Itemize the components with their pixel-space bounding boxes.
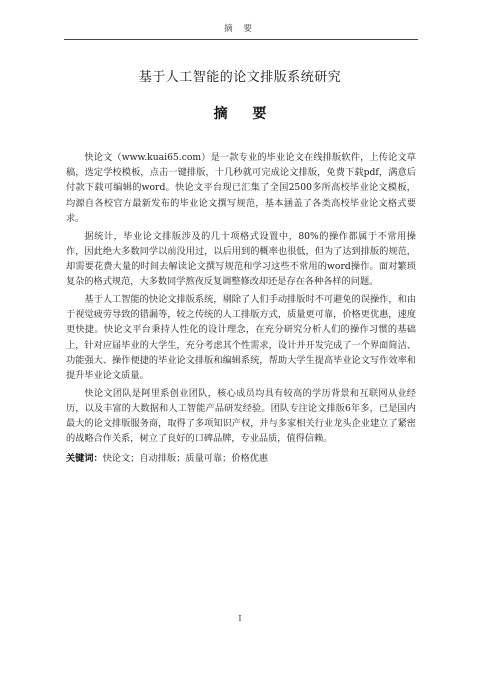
abstract-paragraph: 快论文（www.kuai65.com）是一款专业的毕业论文在线排版软件，上传论文草稿，选定学校模板，点击一键排版，十几秒就可完成论文排版，免费下载pdf，满意后付款下载可编辑的word。快论文平台现已汇集了全国2500多所高校毕业论文模板，均源自各校官方最新发布的毕业论文撰写规范，基本涵盖了各类高校毕业论文格式要求。 [66,152,416,224]
abstract-body [66,150,416,449]
header-rule [64,39,418,40]
abstract-paragraph: 快论文团队是阿里系创业团队，核心成员均具有较高的学历背景和互联网从业经历，以及丰富的大数据和人工智能产品研发经验。团队专注论文排版6年多，已是国内最大的论文排版服务商，取得了多项知识产权，并与多家相关行业龙头企业建立了紧密的战略合作关系，树立了良好的口碑品牌，专业品质，值得信赖。 [66,387,416,445]
abstract-paragraph: 据统计，毕业论文排版涉及的几十项格式设置中，80%的操作都属于不常用操作，因此绝大多数同学以前没用过，以后用到的概率也很低，但为了达到排版的规范，却需要花费大量的时间去解读论文撰写规范和学习这些不常用的word操作。面对繁琐复杂的格式规范，大多数同学熬夜反复调整修改却还是存在各种各样的问题。 [66,230,416,288]
keywords-text: 快论文；自动排版；质量可靠；价格优惠 [102,453,269,464]
section-heading: 摘 要 [213,106,277,122]
keywords-line [66,451,416,466]
keywords-label: 关键词： [66,453,103,464]
abstract-paragraph: 基于人工智能的快论文排版系统，剔除了人们手动排版时不可避免的误操作，和由于视觉疲劳导致的错漏等，较之传统的人工排版方式，质量更可靠，价格更优惠，速度更快捷。快论文平台秉持人性化的设计理念，在充分研究分析人们的操作习惯的基础上，针对应届毕业的大学生，充分考虑其个性需求，设计并开发完成了一个界面简洁、功能强大、操作便捷的毕业论文排版和编辑系统，帮助大学生提高毕业论文写作效率和提升毕业论文质量。 [66,294,416,382]
running-header: 摘 要 [224,24,256,34]
document-title: 基于人工智能的论文排版系统研究 [138,70,342,85]
page-number: I [238,614,242,623]
